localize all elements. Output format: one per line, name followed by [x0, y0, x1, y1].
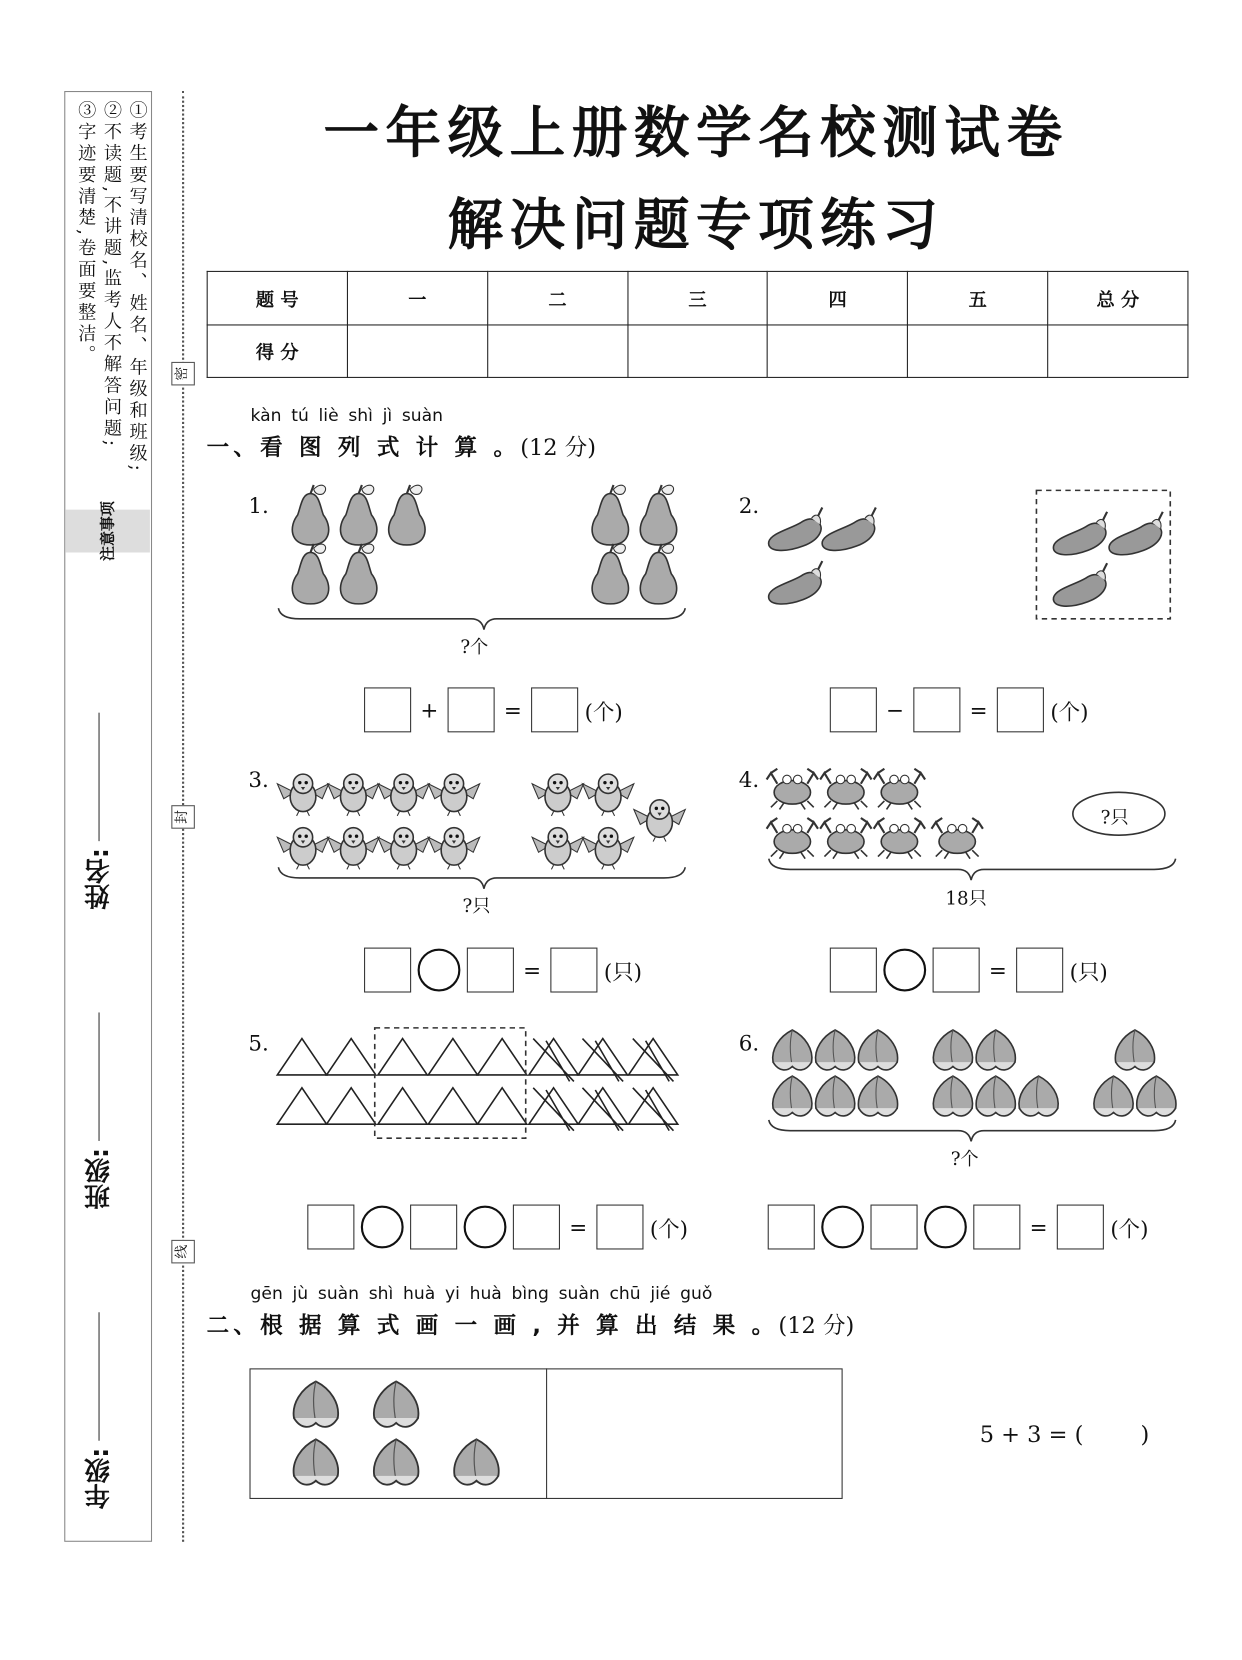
problem-3-label: ?只: [462, 896, 491, 918]
peach-icon: [454, 1439, 499, 1484]
unit-label: (个): [584, 698, 623, 725]
class-field[interactable]: 班级:: [80, 1013, 117, 1210]
equals-sign: =: [569, 1214, 588, 1240]
minus-sign: −: [886, 697, 905, 723]
unit-label: (只): [603, 958, 643, 985]
section2-equation[interactable]: 5 + 3 = ( ): [979, 1421, 1150, 1448]
equals-sign: =: [503, 697, 522, 723]
seal-feng: 封: [171, 805, 195, 829]
header-cell: 三: [627, 271, 767, 324]
unit-label: (个): [1050, 698, 1089, 725]
section2-pinyin: gēn jù suàn shì huà yi huà bìng suàn chū jié guǒ: [250, 1282, 713, 1304]
equals-sign: =: [988, 957, 1007, 983]
problem-6-number: 6.: [738, 1030, 760, 1056]
equals-sign: =: [523, 957, 542, 983]
notes-label: 注意事项: [65, 510, 150, 553]
page-subtitle: 解决问题专项练习: [447, 193, 945, 259]
unit-label: (个): [1110, 1215, 1149, 1242]
header-cell: 四: [768, 271, 908, 324]
equals-sign: =: [969, 697, 988, 723]
note-2: ②不读题,不讲题,监考人不解答问题;: [99, 100, 121, 450]
header-cell: 一: [347, 271, 487, 324]
section1-heading: 一、看 图 列 式 计 算 。(12 分): [206, 434, 597, 461]
problem-6-label: ?个: [950, 1148, 979, 1171]
header-cell: 题 号: [207, 271, 347, 324]
header-cell: 五: [908, 271, 1048, 324]
equals-sign: =: [1029, 1214, 1048, 1240]
row-label: 得 分: [207, 324, 347, 377]
plus-sign: +: [420, 697, 439, 723]
unit-label: (个): [649, 1215, 689, 1242]
peach-icon: [374, 1439, 419, 1484]
name-field[interactable]: 姓名:: [80, 713, 117, 910]
problem-3-number: 3.: [248, 766, 269, 793]
note-1: ①考生要写清校名、姓名、年级和班级;: [125, 100, 147, 475]
peach-icon: [294, 1439, 339, 1484]
problem-2-number: 2.: [738, 492, 760, 519]
problem-1-number: 1.: [248, 492, 269, 519]
seal-xian: 线: [171, 1240, 195, 1264]
problem-4-number: 4.: [738, 766, 760, 793]
seal-mi: 密: [171, 362, 195, 386]
page-title: 一年级上册数学名校测试卷: [323, 101, 1069, 166]
note-3: ③字迹要清楚,卷面要整洁。: [73, 100, 96, 367]
section2-heading: 二、根 据 算 式 画 一 画 , 并 算 出 结 果 。(12 分): [206, 1312, 855, 1339]
unit-label: (只): [1069, 958, 1108, 985]
section1-pinyin: kàn tú liè shì jì suàn: [250, 404, 444, 426]
problem-5-number: 5.: [248, 1030, 269, 1056]
problem-4-label: 18只: [945, 888, 987, 911]
header-cell: 二: [487, 271, 627, 324]
peach-icon: [374, 1381, 419, 1426]
peach-icon: [294, 1381, 339, 1426]
header-cell: 总 分: [1048, 271, 1188, 324]
problem-1-label: ?个: [460, 637, 489, 659]
problem-4-bubble-text: ?只: [1100, 807, 1129, 829]
grade-field[interactable]: 年级:: [80, 1313, 117, 1510]
